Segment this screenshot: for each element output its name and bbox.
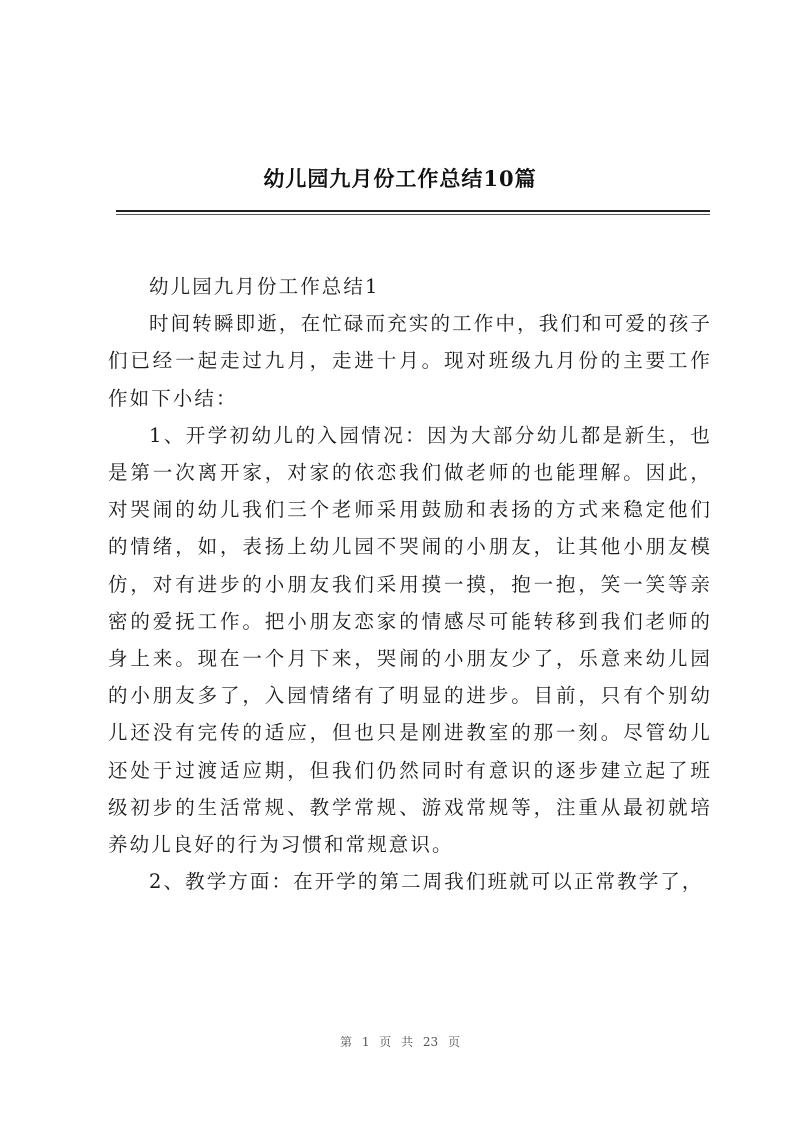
paragraph-enrollment: 1、开学初幼儿的入园情况：因为大部分幼儿都是新生，也是第一次离开家，对家的依恋我们做老师的也能理解。因此，对哭闹的幼儿我们三个老师采用鼓励和表扬的方式来稳定他们的情绪，如，表扬上幼儿园不哭闹的小朋友，让其他小朋友模仿，对有进步的小朋友我们采用摸一摸，抱一抱，笑一笑等亲密的爱抚工作。把小朋友恋家的情感尽可能转移到我们老师的身上来。现在一个月下来，哭闹的小朋友少了，乐意来幼儿园的小朋友多了，入园情绪有了明显的进步。目前，只有个别幼儿还没有完传的适应，但也只是刚进教室的那一刻。尽管幼儿还处于过渡适应期，但我们仍然同时有意识的逐步建立起了班级初步的生活常规、教学常规、游戏常规等，注重从最初就培养幼儿良好的行为习惯和常规意识。 — [108, 423, 712, 857]
section-heading: 幼儿园九月份工作总结1 — [149, 275, 380, 298]
page-number-footer: 第 1 页 共 23 页 — [340, 1035, 460, 1049]
paragraph-intro: 时间转瞬即逝，在忙碌而充实的工作中，我们和可爱的孩子们已经一起走过九月，走进十月。现对班级九月份的主要工作作如下小结： — [108, 312, 712, 410]
title-divider-thin — [116, 214, 710, 215]
document-title: 幼儿园九月份工作总结10篇 — [263, 166, 537, 191]
document-body — [108, 268, 712, 900]
title-divider-thick — [116, 210, 710, 212]
paragraph-teaching: 2、教学方面：在开学的第二周我们班就可以正常教学了， — [149, 870, 704, 894]
